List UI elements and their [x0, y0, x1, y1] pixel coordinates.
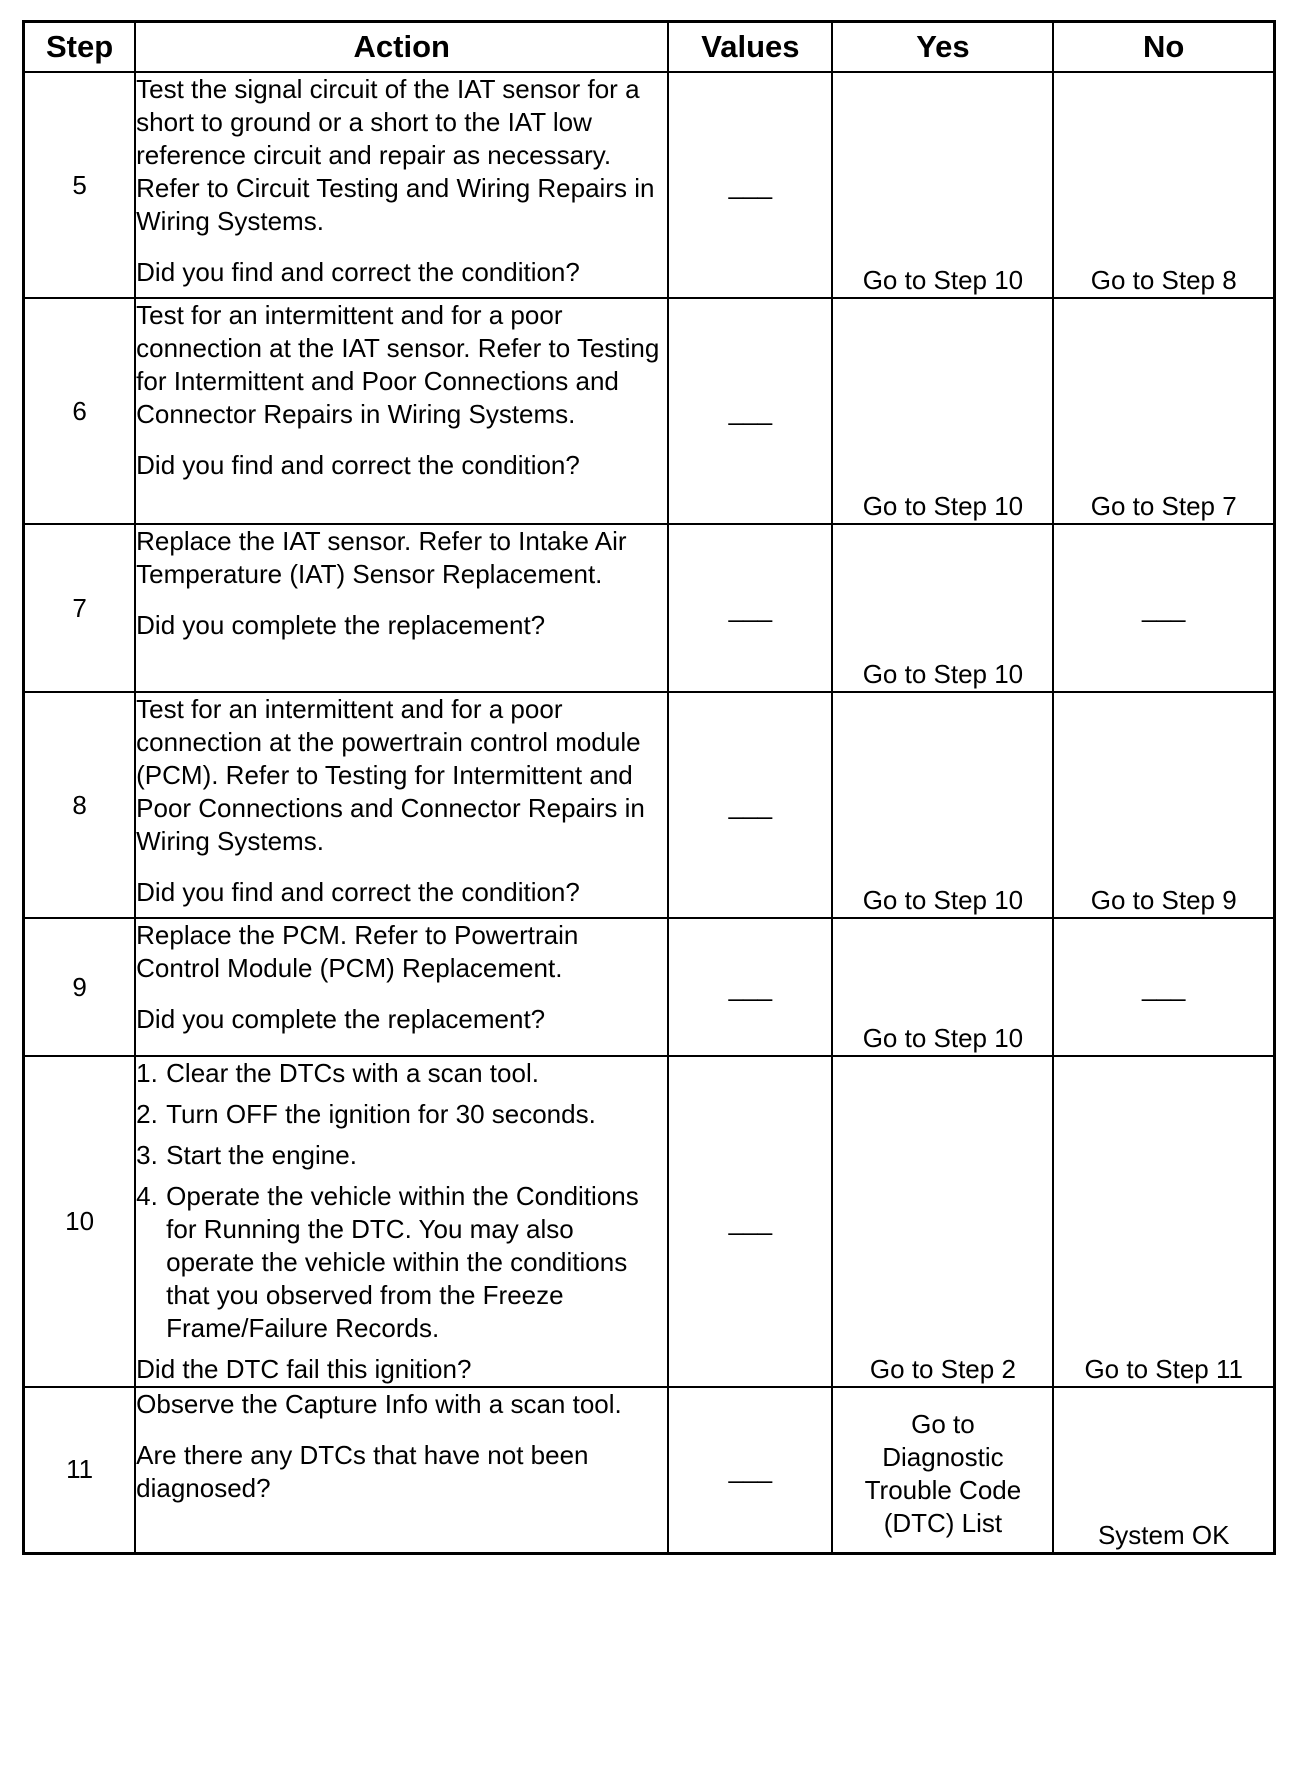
substep-list — [136, 1057, 667, 1345]
substep-text: Start the engine. — [166, 1140, 357, 1170]
action-cell — [135, 72, 668, 298]
diagnostic-procedure-table — [22, 20, 1276, 1555]
table-row — [24, 1056, 1275, 1387]
no-cell: Go to Step 8 — [1053, 72, 1274, 298]
yes-cell: Go to Step 10 — [832, 298, 1053, 524]
values-cell: ___ — [668, 72, 832, 298]
no-cell: Go to Step 11 — [1053, 1056, 1274, 1387]
substep-item — [136, 1098, 667, 1131]
action-text: Replace the IAT sensor. Refer to Intake Air Temperature (IAT) Sensor Replacement. — [136, 526, 627, 589]
action-text: Test the signal circuit of the IAT sensor for a short to ground or a short to the IAT low reference circuit and repair as necessary. Refer to Circuit Testing and Wiring Repairs in Wiring Systems. — [136, 74, 655, 236]
yes-cell: Go to Step 2 — [832, 1056, 1053, 1387]
values-cell: ___ — [668, 918, 832, 1056]
table-row — [24, 918, 1275, 1056]
yes-cell: Go to Step 10 — [832, 72, 1053, 298]
header-yes: Yes — [832, 22, 1053, 73]
values-cell: ___ — [668, 524, 832, 692]
step-number: 7 — [24, 524, 136, 692]
action-cell — [135, 918, 668, 1056]
step-number: 9 — [24, 918, 136, 1056]
substep-item — [136, 1180, 667, 1345]
action-cell — [135, 1387, 668, 1553]
table-row — [24, 298, 1275, 524]
action-cell — [135, 1056, 668, 1387]
yes-line: Go to — [911, 1408, 975, 1439]
action-question: Did the DTC fail this ignition? — [136, 1354, 472, 1384]
header-action: Action — [135, 22, 668, 73]
step-number: 5 — [24, 72, 136, 298]
values-cell: ___ — [668, 1387, 832, 1553]
step-number: 11 — [24, 1387, 136, 1553]
action-text: Test for an intermittent and for a poor connection at the IAT sensor. Refer to Testing for Intermittent and Poor Connections and Connector Repairs in Wiring Systems. — [136, 300, 660, 429]
no-cell: System OK — [1053, 1387, 1274, 1553]
yes-cell: Go to Step 10 — [832, 918, 1053, 1056]
yes-cell: Go to Step 10 — [832, 524, 1053, 692]
header-values: Values — [668, 22, 832, 73]
substep-text: Clear the DTCs with a scan tool. — [166, 1058, 539, 1088]
values-cell: ___ — [668, 298, 832, 524]
table-row — [24, 72, 1275, 298]
table-header-row — [24, 22, 1275, 73]
yes-line: (DTC) List — [883, 1507, 1003, 1538]
action-question: Did you complete the replacement? — [136, 1004, 546, 1034]
substep-item — [136, 1139, 667, 1172]
values-cell: ___ — [668, 692, 832, 918]
step-number: 6 — [24, 298, 136, 524]
substep-number: 4. — [136, 1181, 158, 1211]
action-cell — [135, 298, 668, 524]
substep-text: Turn OFF the ignition for 30 seconds. — [166, 1099, 596, 1129]
yes-line: Trouble Code — [864, 1474, 1022, 1505]
substep-text: Operate the vehicle within the Conditions for Running the DTC. You may also operate the vehicle within the conditions that you observed from the Freeze Frame/Failure Records. — [166, 1181, 639, 1343]
table-row — [24, 1387, 1275, 1553]
substep-item — [136, 1057, 667, 1090]
no-cell: Go to Step 9 — [1053, 692, 1274, 918]
table-row — [24, 524, 1275, 692]
no-cell: ___ — [1053, 918, 1274, 1056]
action-text: Observe the Capture Info with a scan tool. — [136, 1389, 622, 1419]
substep-number: 1. — [136, 1058, 158, 1088]
action-question: Did you complete the replacement? — [136, 610, 546, 640]
yes-line: Diagnostic — [882, 1441, 1004, 1472]
header-step: Step — [24, 22, 136, 73]
values-cell: ___ — [668, 1056, 832, 1387]
action-question: Did you find and correct the condition? — [136, 257, 580, 287]
header-no: No — [1053, 22, 1274, 73]
action-text: Test for an intermittent and for a poor connection at the powertrain control module (PCM). Refer to Testing for Intermittent and Poor Connections and Connector Repairs in Wiring Systems. — [136, 694, 645, 856]
action-cell — [135, 524, 668, 692]
action-cell — [135, 692, 668, 918]
no-cell: ___ — [1053, 524, 1274, 692]
step-number: 10 — [24, 1056, 136, 1387]
no-cell: Go to Step 7 — [1053, 298, 1274, 524]
action-question: Are there any DTCs that have not been diagnosed? — [136, 1440, 589, 1503]
yes-cell: Go to Step 10 — [832, 692, 1053, 918]
action-question: Did you find and correct the condition? — [136, 877, 580, 907]
step-number: 8 — [24, 692, 136, 918]
substep-number: 2. — [136, 1099, 158, 1129]
table-row — [24, 692, 1275, 918]
action-question: Did you find and correct the condition? — [136, 450, 580, 480]
substep-number: 3. — [136, 1140, 158, 1170]
action-text: Replace the PCM. Refer to Powertrain Control Module (PCM) Replacement. — [136, 920, 579, 983]
yes-cell — [832, 1387, 1053, 1553]
